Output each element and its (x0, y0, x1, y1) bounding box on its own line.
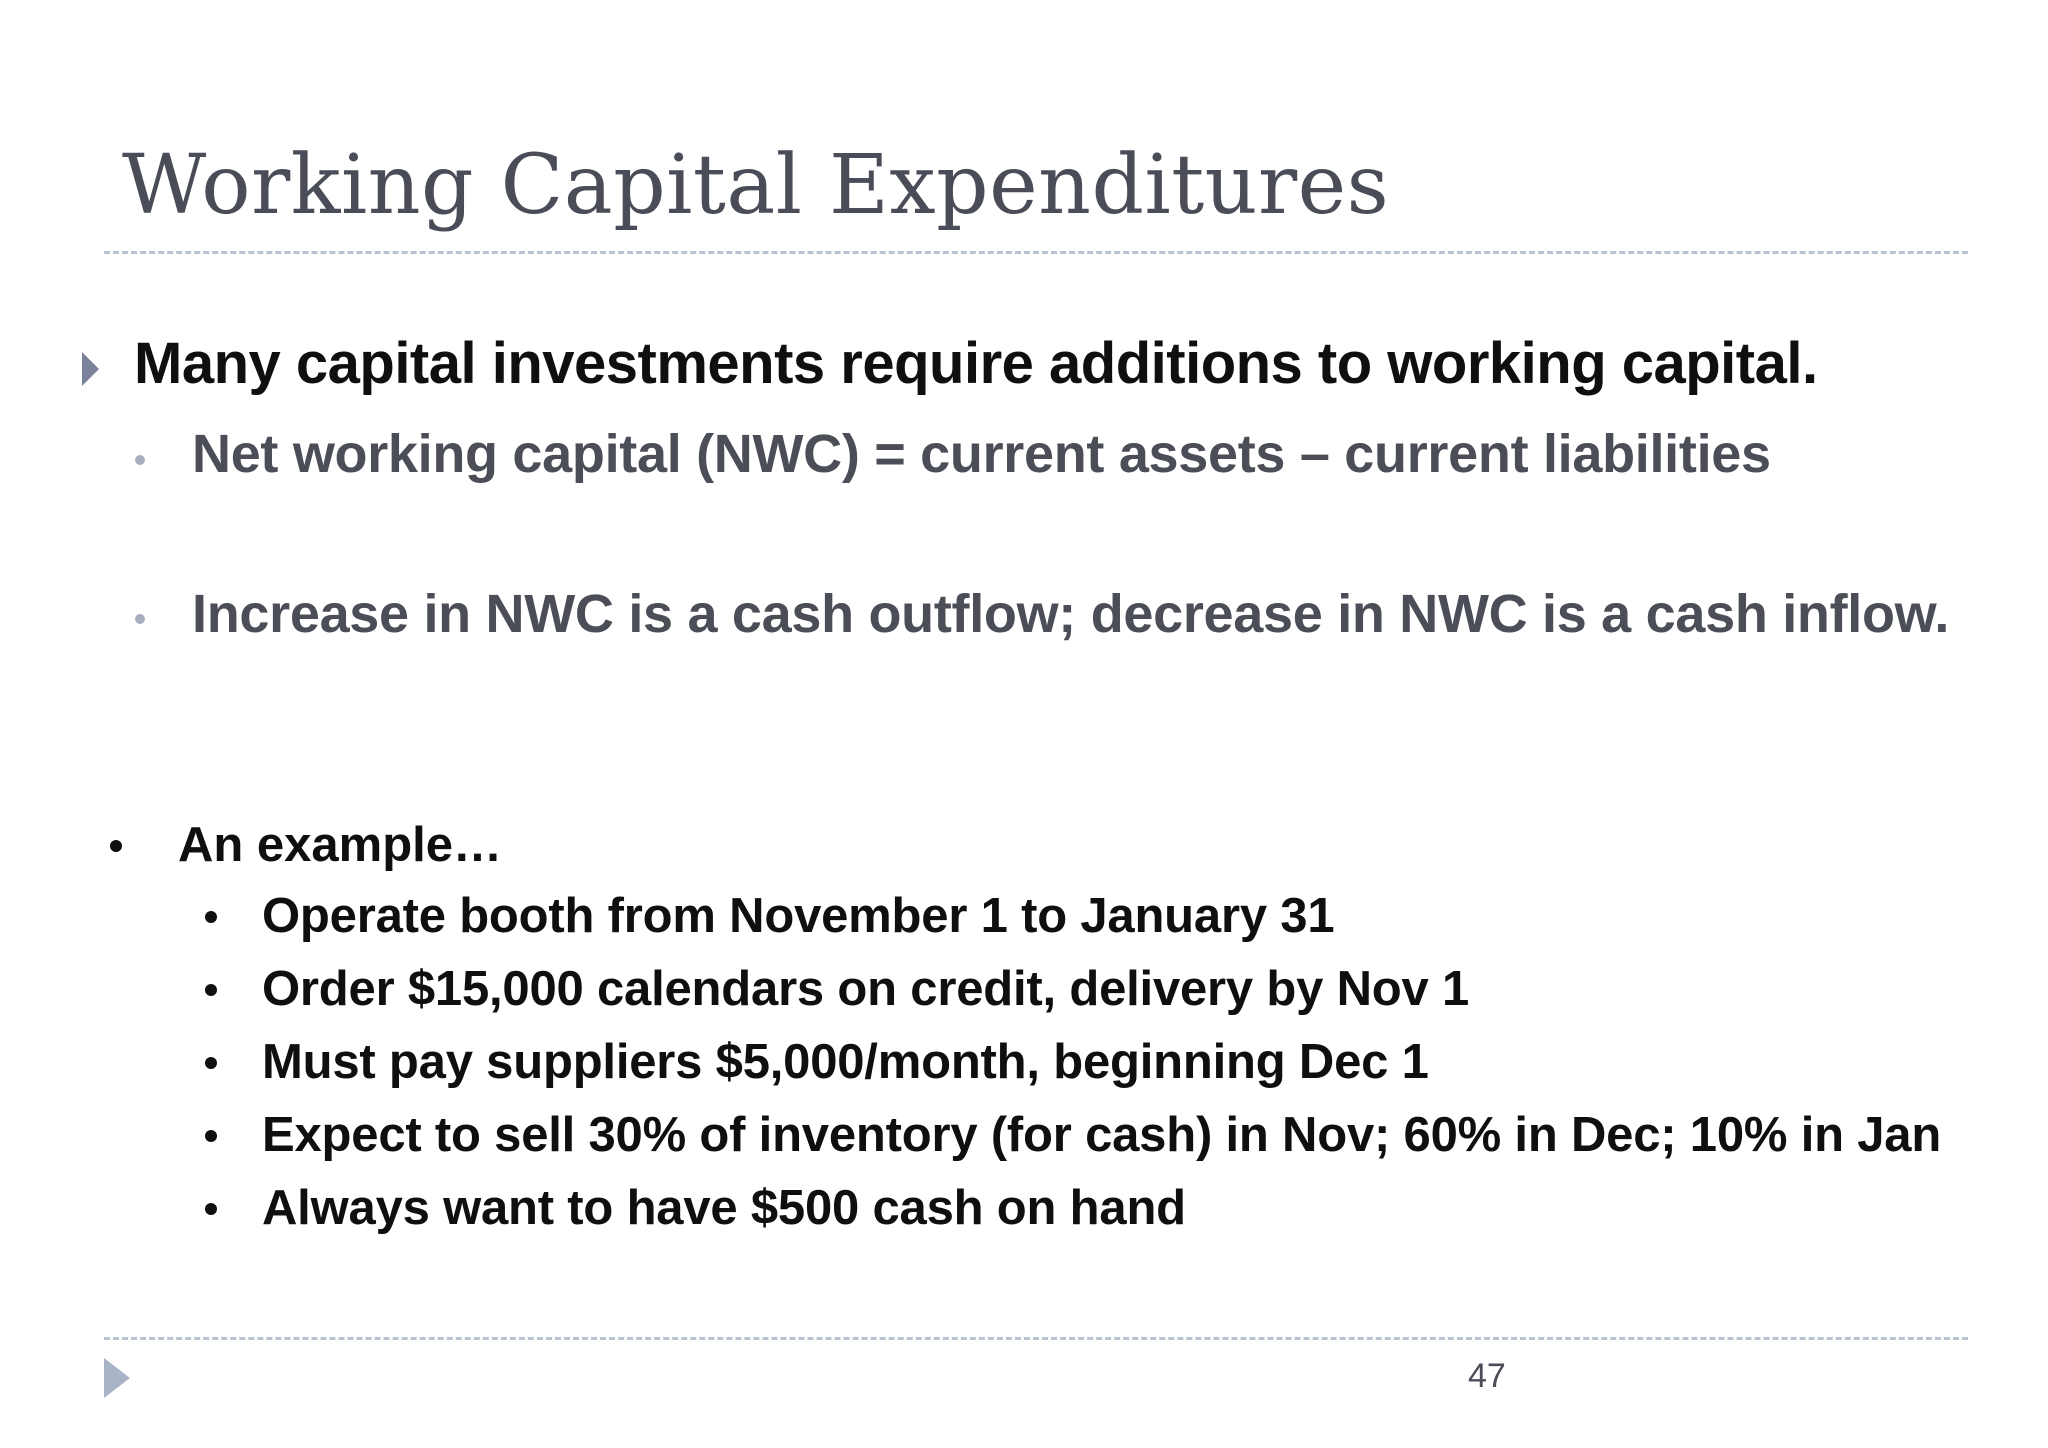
sub-point: Net working capital (NWC) = current assets – current liabilities (192, 424, 1771, 484)
bullet-dot-icon (205, 911, 217, 923)
triangle-right-icon (104, 1358, 130, 1398)
slide-title: Working Capital Expenditures (122, 138, 1390, 233)
list-item-text: Order $15,000 calendars on credit, delivery by Nov 1 (262, 962, 1470, 1016)
bullet-dot-icon (205, 1057, 217, 1069)
sub-point: Increase in NWC is a cash outflow; decrease in NWC is a cash inflow. (192, 584, 1950, 644)
title-divider (104, 251, 1968, 254)
page-number: 47 (1468, 1357, 1506, 1395)
list-item-text: Always want to have $500 cash on hand (262, 1181, 1186, 1235)
bullet-dot-icon (135, 455, 145, 465)
list-item (202, 959, 2002, 1019)
list-item (202, 1032, 2002, 1092)
list-item (202, 1178, 2002, 1238)
list-item (202, 1105, 2002, 1165)
bullet-dot-icon (135, 614, 145, 624)
example-heading: An example… (178, 818, 503, 872)
bullet-dot-icon (205, 1203, 217, 1215)
bullet-dot-icon (110, 840, 122, 852)
main-point: Many capital investments require additions to working capital. (134, 331, 1818, 396)
bullet-dot-icon (205, 1130, 217, 1142)
list-item (202, 886, 2002, 946)
list-item-text: Operate booth from November 1 to January 31 (262, 889, 1335, 943)
bullet-dot-icon (205, 984, 217, 996)
footer-divider (104, 1337, 1968, 1340)
triangle-right-icon (82, 352, 99, 386)
list-item-text: Expect to sell 30% of inventory (for cash) in Nov; 60% in Dec; 10% in Jan (262, 1108, 1942, 1162)
example-list (202, 886, 2002, 1251)
list-item-text: Must pay suppliers $5,000/month, beginning Dec 1 (262, 1035, 1429, 1089)
